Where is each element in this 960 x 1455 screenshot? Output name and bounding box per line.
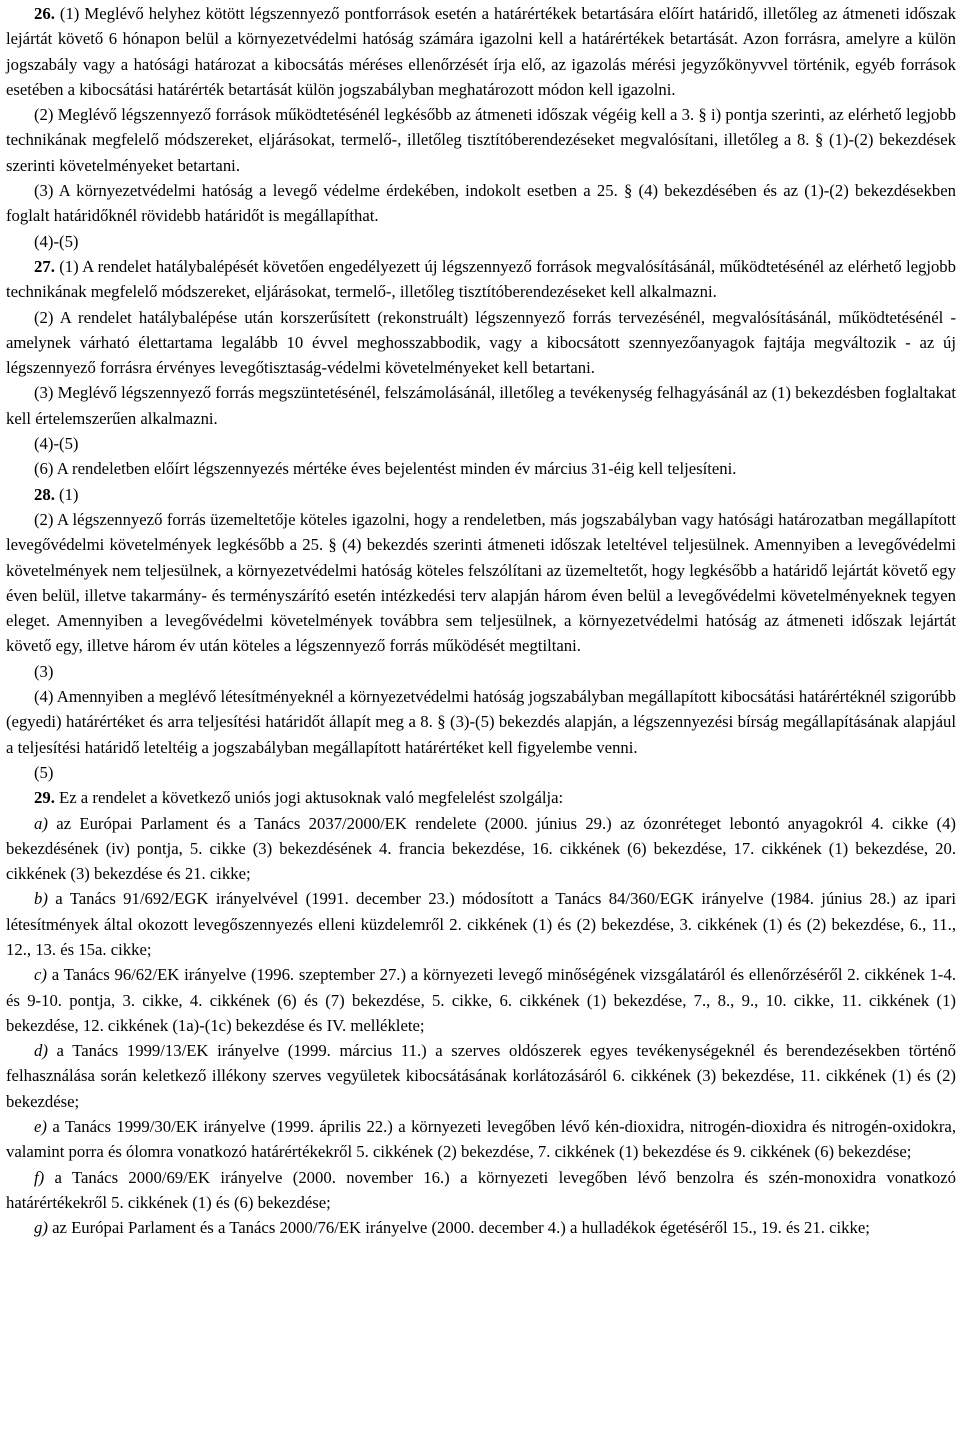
paragraph-29 bbox=[6, 785, 956, 810]
paragraph-text: (3) A környezetvédelmi hatóság a levegő védelme érdekében, indokolt esetben a 25. § (4) bekezdésében és az (1)-(2) bekezdésekben foglalt határidőknél rövidebb határidőt is megállapíthat. bbox=[6, 181, 956, 226]
paragraph-28-2 bbox=[6, 507, 956, 659]
paragraph-text: (1) A rendelet hatálybalépését követően engedélyezett új légszennyező források megvalósításánál, működtetésénél az elérhető legjobb technikának megfelelő módszereket, eljárásokat, termelő-, illetőleg tisztítóberendezéseket kell alkalmazni. bbox=[6, 256, 956, 302]
list-item-text: az Európai Parlament és a Tanács 2000/76/EK irányelve (2000. december 4.) a hulladékok égetéséről 15., 19. és 21. cikke; bbox=[47, 1218, 870, 1238]
section-number-29: 29. bbox=[34, 788, 55, 808]
list-item-c bbox=[6, 962, 956, 1038]
paragraph-text: (4) Amennyiben a meglévő létesítményeknél a környezetvédelmi hatóság jogszabályban megállapított kibocsátási határértéknél szigorúbb (egyedi) határértéket és arra teljesítési határidőt állapít meg a 8. § (3)-(5) bekezdés alapján, a légszennyezési bírság megállapításának alapjául a teljesítési határidő leteltéig a jogszabályban megállapított határértéket kell figyelembe venni. bbox=[6, 687, 956, 757]
paragraph-text: (4)-(5) bbox=[34, 231, 79, 251]
paragraph-26-2 bbox=[6, 102, 956, 178]
list-item-text: a Tanács 1999/30/EK irányelve (1999. április 22.) a környezeti levegőben lévő kén-dioxidra, nitrogén-dioxidra és nitrogén-oxidokra, valamint porra és ólomra vonatkozó határértékekről 5. cikkének (2) bekezdése, 7. cikkének (1) bekezdése és 9. cikkének (6) bekezdése; bbox=[6, 1117, 956, 1162]
paragraph-27-3 bbox=[6, 380, 956, 431]
paragraph-28-4 bbox=[6, 684, 956, 760]
paragraph-text: (2) Meglévő légszennyező források működtetésénél legkésőbb az átmeneti időszak végéig kell a 3. § i) pontja szerinti, az elérhető legjobb technikának megfelelő módszereket, eljárásokat, termelő-, illetőleg tisztítóberendezéseket megvalósítani, illetőleg a 8. § (1)-(2) bekezdések szerinti követelményeket betartani. bbox=[6, 105, 956, 175]
list-item-f bbox=[6, 1165, 956, 1216]
paragraph-27-1 bbox=[6, 254, 956, 305]
paragraph-text: (1) Meglévő helyhez kötött légszennyező pontforrások esetén a határértékek betartására előírt határidő, illetőleg az átmeneti időszak lejártát követő 6 hónapon belül a környezetvédelmi hatóság számára igazolni kell a határértékek betartását. Azon forrásra, amelyre a külön jogszabály vagy a hatósági határozat a kibocsátás méréses ellenőrzését írja elő, az igazolás mérési jegyzőkönyvvel történik, egyéb források esetében a kibocsátási határérték betartását külön jogszabályban meghatározott módon kell igazolni. bbox=[6, 4, 956, 99]
paragraph-26-3 bbox=[6, 178, 956, 229]
list-item-text: a Tanács 91/692/EGK irányelvével (1991. december 23.) módosított a Tanács 84/360/EGK irányelve (1984. június 28.) az ipari létesítmények által okozott levegőszennyezés elleni küzdelemről 2. cikkének (1) és (2) bekezdése, 3. cikkének (1) és (2) bekezdése, 6., 11., 12., 13. és 15a. cikke; bbox=[6, 889, 956, 959]
paragraph-text: (4)-(5) bbox=[34, 434, 79, 454]
list-marker: b) bbox=[34, 889, 48, 909]
list-item-d bbox=[6, 1038, 956, 1114]
list-item-text: a Tanács 1999/13/EK irányelve (1999. március 11.) a szerves oldószerek egyes tevékenységeknél és berendezésekben történő felhasználása során keletkező illékony szerves vegyületek kibocsátásának korlátozásáról 6. cikkének (3) bekezdése, 11. cikkének (1) és (2) bekezdése; bbox=[6, 1041, 956, 1111]
list-item-a bbox=[6, 811, 956, 887]
list-item-b bbox=[6, 886, 956, 962]
paragraph-text: (3) Meglévő légszennyező forrás megszüntetésénél, felszámolásánál, illetőleg a tevékenység felhagyásánál az (1) bekezdésben foglaltakat kell értelemszerűen alkalmazni. bbox=[6, 383, 956, 428]
list-item-text: a Tanács 96/62/EK irányelve (1996. szeptember 27.) a környezeti levegő minőségének vizsgálatáról és ellenőrzéséről 2. cikkének 1-4. és 9-10. pontja, 3. cikke, 4. cikkének (6) és (7) bekezdése, 5. cikke, 6. cikkének (1) bekezdése, 7., 8., 9., 10. cikke, 11. cikkének (1) bekezdése, 12. cikkének (1a)-(1c) bekezdése és IV. melléklete; bbox=[6, 965, 956, 1035]
paragraph-text: (2) A légszennyező forrás üzemeltetője köteles igazolni, hogy a rendeletben, más jogszabályban vagy hatósági határozatban megállapított levegővédelmi követelmények legkésőbb a 25. § (4) bekezdés szerinti átmeneti időszak leteltével teljesülnek. Amennyiben a levegővédelmi követelmények nem teljesülnek, a környezetvédelmi hatóság köteles felszólítani az üzemeltetőt, hogy legkésőbb a határidő lejártát követő egy éven belül, illetve takarmány- és terményszárító esetén intézkedési terv alapján három éven belül a levegővédelmi követelményeknek tegyen eleget. Amennyiben a levegővédelmi követelmények továbbra sem teljesülnek, a környezetvédelmi hatóság az átmeneti időszak lejártát követő egy, illetve három év után köteles a légszennyező forrás működését megtiltani. bbox=[6, 509, 956, 656]
list-marker: g) bbox=[34, 1218, 48, 1238]
list-item-e bbox=[6, 1114, 956, 1165]
list-marker: d) bbox=[34, 1041, 48, 1061]
paragraph-26-1 bbox=[6, 1, 956, 102]
list-marker: c) bbox=[34, 965, 47, 985]
paragraph-28-3 bbox=[6, 659, 956, 684]
paragraph-text: (1) bbox=[54, 484, 79, 504]
paragraph-text: (6) A rendeletben előírt légszennyezés mértéke éves bejelentést minden év március 31-éig kell teljesíteni. bbox=[34, 459, 737, 479]
section-number-27: 27. bbox=[34, 256, 55, 276]
paragraph-28-5 bbox=[6, 760, 956, 785]
paragraph-27-4-5 bbox=[6, 431, 956, 456]
list-marker: a) bbox=[34, 813, 48, 833]
list-item-text: a Tanács 2000/69/EK irányelve (2000. november 16.) a környezeti levegőben lévő benzolra és szén-monoxidra vonatkozó határértékekről 5. cikkének (1) és (6) bekezdése; bbox=[6, 1167, 956, 1212]
list-marker: e) bbox=[34, 1117, 47, 1137]
paragraph-text: (3) bbox=[34, 661, 54, 681]
paragraph-27-2 bbox=[6, 305, 956, 381]
list-item-text: az Európai Parlament és a Tanács 2037/2000/EK rendelete (2000. június 29.) az ózonréteget lebontó anyagokról 4. cikke (4) bekezdésének (iv) pontja, 5. cikke (3) bekezdésének 4. francia bekezdése, 16. cikkének (6) bekezdése, 17. cikkének (1) bekezdése, 20. cikkének (3) bekezdése és 21. cikke; bbox=[6, 813, 956, 884]
paragraph-text: (5) bbox=[34, 762, 54, 782]
section-number-28: 28. bbox=[34, 484, 55, 504]
paragraph-text: Ez a rendelet a következő uniós jogi aktusoknak való megfelelést szolgálja: bbox=[54, 788, 564, 808]
paragraph-26-4-5 bbox=[6, 229, 956, 254]
paragraph-28-1 bbox=[6, 482, 956, 507]
paragraph-text: (2) A rendelet hatálybalépése után korszerűsített (rekonstruált) légszennyező forrás tervezésénél, megvalósításánál, működtetésénél - amelynek várható élettartama legalább 10 évvel meghosszabbodik, vagy a kibocsátott szennyezőanyagok fajtája megváltozik - az új légszennyező forrásra érvényes levegőtisztaság-védelmi követelményeket kell betartani. bbox=[6, 307, 956, 378]
list-item-g bbox=[6, 1215, 956, 1240]
paragraph-27-6 bbox=[6, 456, 956, 481]
section-number-26: 26. bbox=[34, 4, 55, 23]
list-marker: f) bbox=[34, 1167, 45, 1187]
